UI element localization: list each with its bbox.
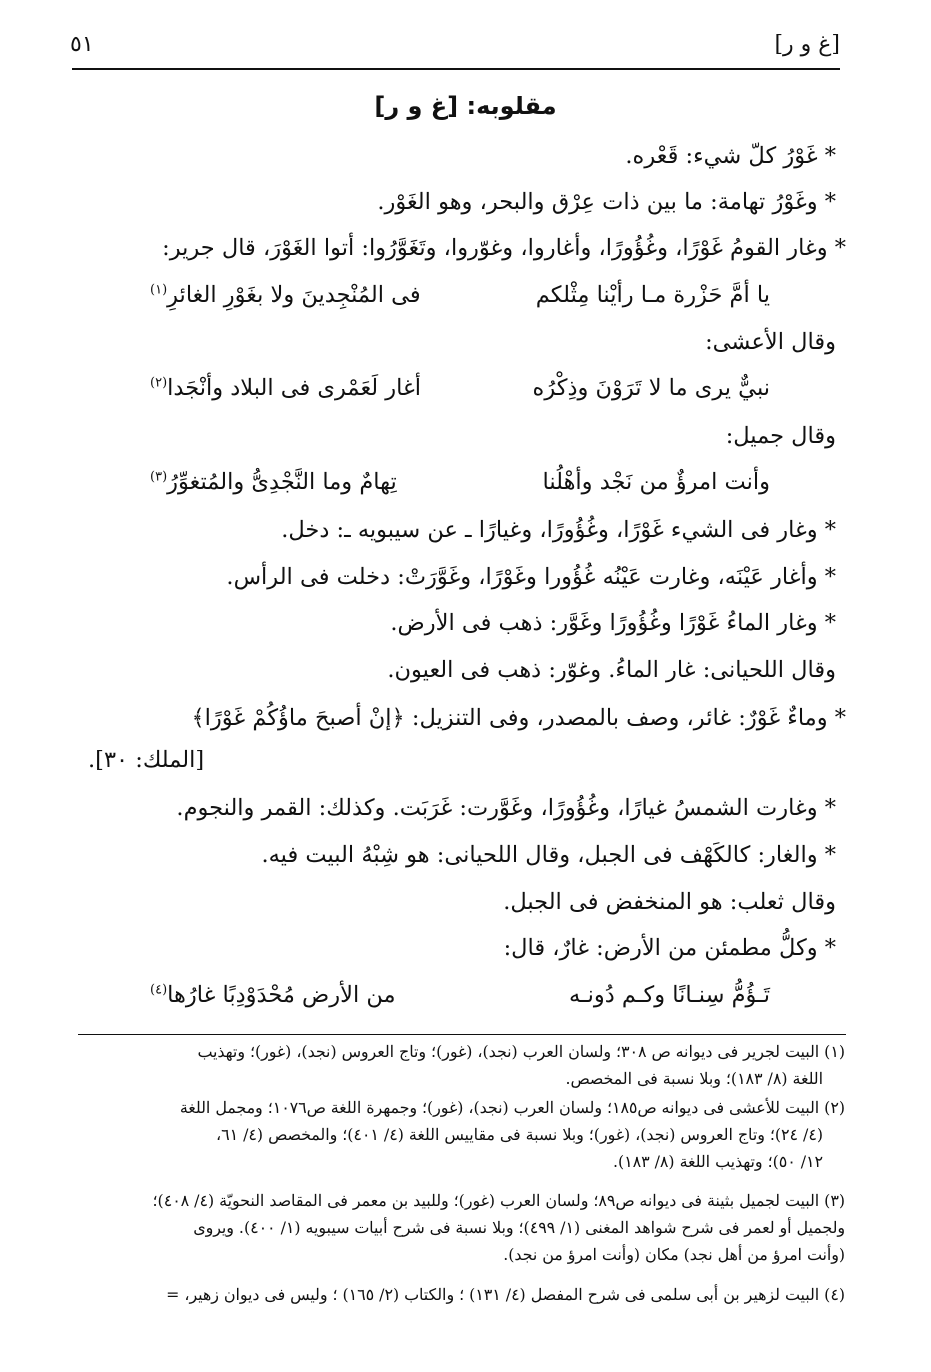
footnote [75, 1281, 845, 1308]
verse-hemistich: تِهامٌ وما النَّجْدِىُّ والمُتغوِّرُ$^{(٣)}$ [150, 469, 397, 495]
footnote [75, 1187, 845, 1268]
entry-line: * وغار الماءُ غَوْرًا وغُؤُورًا وغَوَّر: ذهب فى الأرض. [390, 610, 836, 636]
footnote-rule [78, 1034, 846, 1035]
verse-hemistich: من الأرض مُحْدَوْدِبًا غارُها$^{(٤)}$ [150, 982, 396, 1008]
footnote-line: (وأنت امرؤ من أهل نجد) مكان (وأنت امرؤ من نجد). [503, 1245, 845, 1264]
footnote-line: (٤) البيت لزهير بن أبى سلمى فى شرح المفصل (٤/ ١٣١) ؛ والكتاب (٢/ ١٦٥) ؛ وليس فى ديوان زهير، = [166, 1285, 845, 1304]
verse-hemistich: أغار لَعَمْرى فى البلاد وأنْجَدا$^{(٢)}$ [150, 375, 422, 401]
entry-line: * وكلُّ مطمئن من الأرض: غارٌ، قال: [503, 935, 836, 961]
footnote-line: (٢) البيت للأعشى فى ديوانه ص١٨٥؛ ولسان العرب (نجد)، (غور)؛ وجمهرة اللغة ص١٠٧٦؛ ومجمل اللغة [179, 1098, 845, 1117]
footnote-ref: (١) [150, 282, 168, 298]
verse-hemistich: وأنت امرؤٌ من نَجْد وأهْلُنا [542, 469, 770, 495]
verse-line [150, 975, 770, 1015]
section-title: مقلوبه: [غ و ر] [374, 92, 557, 120]
verse-hemistich: يا أمَّ حَزْرة مـا رأيْنا مِثْلكم [535, 282, 770, 308]
footnote-line: ١٢/ ٥٠)؛ وتهذيب اللغة (٨/ ١٨٣). [612, 1152, 823, 1171]
verse-line [150, 462, 770, 502]
footnote-line: اللغة (٨/ ١٨٣)؛ وبلا نسبة فى المخصص. [565, 1069, 823, 1088]
footnote-ref: (٤) [150, 982, 168, 998]
verse-hemistich: نبيٌّ يرى ما لا تَرَوْنَ وذِكْرُه [532, 375, 770, 401]
entry-line: وقال جميل: [725, 423, 836, 449]
verse-line [150, 368, 770, 408]
footnote-line: (١) البيت لجرير فى ديوانه ص ٣٠٨؛ ولسان العرب (نجد)، (غور)؛ وتاج العروس (نجد)، (غور)؛ وتهذيب [197, 1042, 845, 1061]
page-header [70, 32, 840, 68]
entry-line: وقال ثعلب: هو المنخفض فى الجبل. [503, 889, 836, 915]
entry-line: وقال اللحيانى: غار الماءُ. وغوّر: ذهب فى العيون. [387, 657, 836, 683]
verse-line [150, 275, 770, 315]
entry-line: * وأغار عَيْنَه، وغارت عَيْنُه غُؤُورا وغَوْرًا، وغَوَّرَتْ: دخلت فى الرأس. [226, 564, 836, 590]
header-rule [72, 68, 840, 70]
footnote-line: (٤/ ٢٤)؛ وتاج العروس (نجد)، (غور)؛ وبلا نسبة فى مقاييس اللغة (٤/ ٤٠١)؛ والمخصص (٤/ ٦١، [216, 1125, 823, 1144]
entry-line: * وماءٌ غَوْرٌ: غائر، وصف بالمصدر، وفى التنزيل: ﴿إنْ أصبحَ ماؤُكُمْ غَوْرًا﴾ [191, 705, 846, 731]
entry-line: * غَوْرُ كلّ شيء: قَعْره. [625, 143, 836, 169]
verse-hemistich: فى المُنْجِدينَ ولا بغَوْرِ الغائرِ$^{(١)}$ [150, 282, 421, 308]
verse-hemistich: تَـؤُمُّ سِنـانًا وكـم دُونـه [568, 982, 770, 1008]
root-label: [غ و ر] [774, 32, 840, 57]
footnote-line: ولجميل أو لعمر فى شرح شواهد المغنى (١/ ٤٩٩)؛ وبلا نسبة فى شرح أبيات سيبويه (١/ ٤٠٠). ويروى [193, 1218, 845, 1237]
entry-line: [الملك: ٣٠]. [88, 747, 205, 773]
footnote [75, 1094, 845, 1175]
footnote-line: (٣) البيت لجميل بثينة فى ديوانه ص٨٩؛ ولسان العرب (غور)؛ وللبيد بن معمر فى المقاصد النحويّة (٤/ ٤٠٨)؛ [152, 1191, 845, 1210]
page-number: ٥١ [70, 32, 94, 57]
footnote-ref: (٢) [150, 375, 168, 391]
entry-line: * وغار القومُ غَوْرًا، وغُؤُورًا، وأغاروا، وغوّروا، وتَغَوَّرُوا: أتوا الغَوْرَ، قال جرير: [162, 235, 846, 261]
entry-line: * وغَوْرُ تهامة: ما بين ذات عِرْق والبحر، وهو الغَوْر. [377, 189, 836, 215]
entry-line: * والغار: كالكَهْف فى الجبل، وقال اللحيانى: هو شِبْهُ البيت فيه. [261, 842, 836, 868]
entry-line: * وغار فى الشيء غَوْرًا، وغُؤُورًا، وغيارًا ـ عن سيبويه ـ: دخل. [281, 517, 836, 543]
entry-line: وقال الأعشى: [705, 329, 836, 355]
footnote [75, 1038, 845, 1092]
entry-line: * وغارت الشمسُ غيارًا، وغُؤُورًا، وغَوَّرت: غَرَبَت. وكذلك: القمر والنجوم. [176, 795, 836, 821]
footnote-ref: (٣) [150, 469, 168, 485]
